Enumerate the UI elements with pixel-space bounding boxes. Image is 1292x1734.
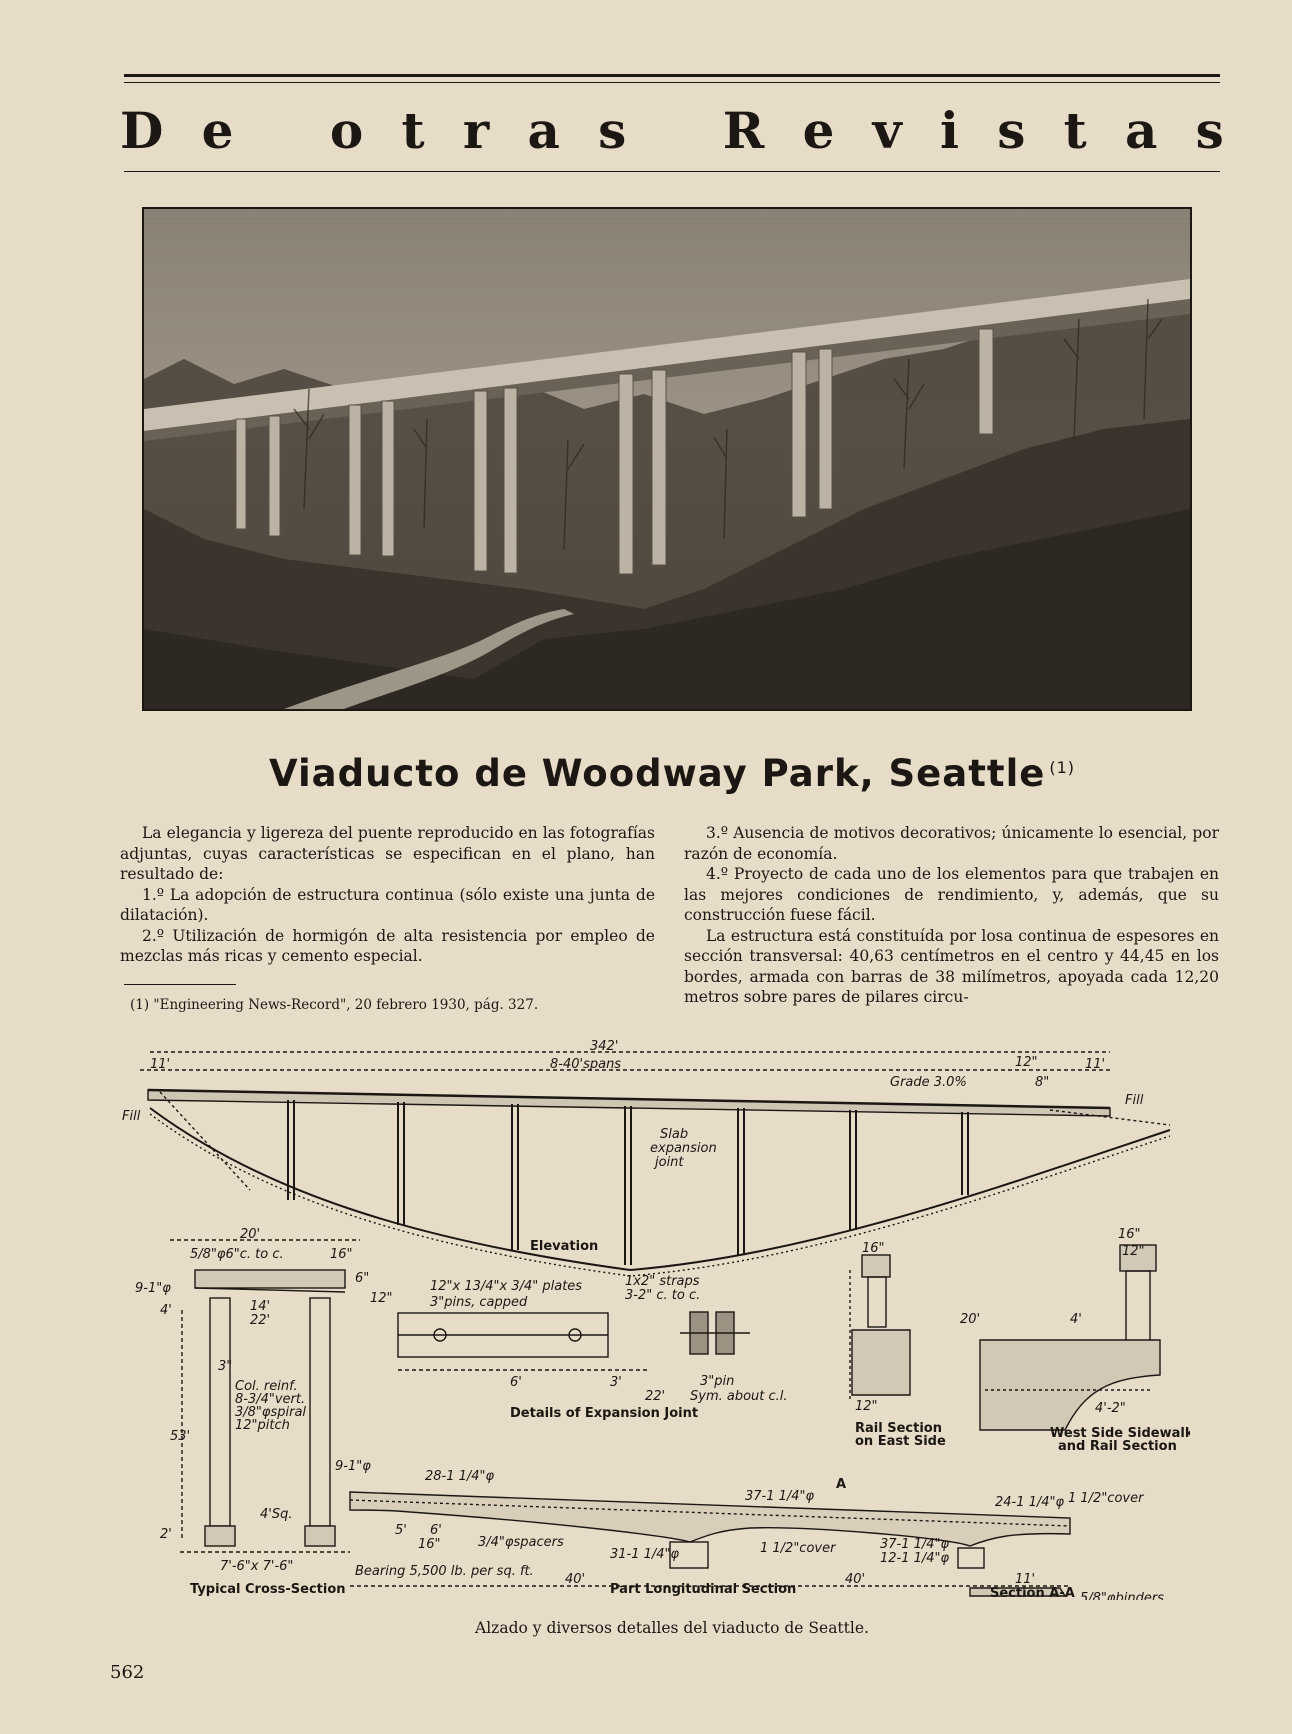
ls-dim: 6'	[430, 1523, 442, 1538]
cs-dim: 12"	[370, 1291, 393, 1306]
elev-grade: Grade 3.0%	[890, 1075, 967, 1090]
sw-dim: 4'-2"	[1095, 1401, 1126, 1416]
elev-end-right: 11'	[1085, 1057, 1106, 1072]
cs-rebar: 9-1"φ	[135, 1281, 171, 1296]
masthead-letter: a	[1125, 100, 1158, 160]
elev-end-left: 11'	[150, 1057, 171, 1072]
cs-dim: 14'	[250, 1299, 271, 1314]
sw-dim: 20'	[960, 1312, 981, 1327]
ls-rebar: 31-1 1/4"φ	[610, 1547, 680, 1562]
paragraph: 4.º Proyecto de cada uno de los elementos para que trabajen en las mejores condiciones de rendimiento, y, además, que su construcción fuese fácil.	[684, 865, 1219, 924]
ls-dim: 40'	[565, 1572, 586, 1587]
ls-rebar: 12-1 1/4"φ	[880, 1551, 950, 1566]
masthead-letter: o	[329, 100, 364, 160]
masthead-letter: t	[401, 100, 425, 160]
elev-fill-left: Fill	[122, 1109, 141, 1124]
cs-col-reinf: 12"pitch	[235, 1418, 290, 1433]
ls-binders: 5/8"φbinders	[1080, 1591, 1164, 1600]
cs-dim: 22'	[250, 1313, 271, 1328]
elev-dim-8: 8"	[1035, 1075, 1050, 1090]
paragraph: 2.º Utilización de hormigón de alta resistencia por empleo de mezclas más ricas y cemento especial.	[120, 926, 655, 965]
masthead-letter: r	[462, 100, 490, 160]
masthead-letter: s	[598, 100, 627, 160]
masthead-bottom-rule	[124, 171, 1220, 172]
cs-col-size: 4'Sq.	[260, 1507, 293, 1522]
ej-dim: 6'	[510, 1375, 522, 1390]
top-rule-thin	[124, 82, 1220, 83]
masthead-letter: a	[527, 100, 560, 160]
cross-section-label: Typical Cross-Section	[190, 1582, 346, 1597]
rail-dim: 12"	[855, 1399, 878, 1414]
paragraph: 3.º Ausencia de motivos decorativos; únicamente lo esencial, por razón de economía.	[684, 824, 1219, 863]
masthead-letter: s	[1195, 100, 1224, 160]
elev-slab-joint: Slab	[660, 1127, 689, 1142]
cs-dim: 2'	[160, 1527, 172, 1542]
ej-straps2: 3-2" c. to c.	[625, 1288, 701, 1303]
cs-footing: 7'-6"x 7'-6"	[220, 1559, 294, 1574]
ls-dim: 5'	[395, 1523, 407, 1538]
cs-height: 53'	[170, 1429, 191, 1444]
elev-total-dim: 342'	[590, 1040, 619, 1054]
figure-caption: Alzado y diversos detalles del viaducto de Seattle.	[475, 1619, 869, 1637]
cs-col-reinf: 8-3/4"vert.	[235, 1392, 306, 1407]
ej-plates: 12"x 13/4"x 3/4" plates	[430, 1279, 583, 1294]
ls-dim: 16"	[418, 1537, 441, 1552]
longitudinal-section-label: Part Longitudinal Section	[610, 1582, 797, 1597]
ej-pin: 3"pin	[700, 1374, 735, 1389]
section-aa-label: Section A-A	[990, 1586, 1075, 1600]
expansion-joint-label: Details of Expansion Joint	[510, 1406, 699, 1421]
cs-dim: 3"	[218, 1359, 233, 1374]
rail-dim: 16"	[862, 1241, 885, 1256]
ls-dim: 40'	[845, 1572, 866, 1587]
paragraph: La elegancia y ligereza del puente reproducido en las fotografías adjuntas, cuyas características se especifican en el plano, han resultado de:	[120, 824, 655, 883]
elev-slab-joint: joint	[655, 1155, 684, 1170]
elev-dim-12: 12"	[1015, 1055, 1038, 1070]
top-rule-thick	[124, 74, 1220, 77]
masthead-letter: e	[802, 100, 835, 160]
ls-spacers: 3/4"φspacers	[478, 1535, 564, 1550]
ej-sym: Sym. about c.l.	[690, 1389, 788, 1404]
masthead-letter: i	[939, 100, 959, 160]
footnote: (1) "Engineering News-Record", 20 febrero 1930, pág. 327.	[130, 997, 539, 1013]
elevation-label: Elevation	[530, 1239, 599, 1254]
masthead-letter: e	[201, 100, 234, 160]
masthead-letter: s	[997, 100, 1026, 160]
sidewalk-label: West Side Sidewalk	[1050, 1426, 1190, 1441]
paragraph: 1.º La adopción de estructura continua (sólo existe una junta de dilatación).	[120, 885, 655, 924]
ej-straps: 1x2" straps	[625, 1274, 700, 1289]
rail-section-label: Rail Section	[855, 1421, 942, 1436]
paragraph: La estructura está constituída por losa continua de espesores en sección transversal: 40,63 centímetros en el centro y 44,45 en los bordes, armada con barras de 38 milímetros, apoyada cada 12,20 metros sobre pares de pilares circu-	[684, 926, 1219, 1006]
sidewalk-label: and Rail Section	[1058, 1439, 1177, 1454]
article-column-left	[120, 823, 655, 967]
cs-col-reinf: Col. reinf.	[235, 1379, 298, 1394]
sw-dim: 4'	[1070, 1312, 1082, 1327]
section-mark: A	[836, 1477, 847, 1492]
masthead-letter: t	[1063, 100, 1087, 160]
ls-cover: 1 1/2"cover	[760, 1541, 836, 1556]
sw-dim: 16"	[1118, 1227, 1141, 1242]
ls-dim: 11'	[1015, 1572, 1036, 1587]
ls-cover: 1 1/2"cover	[1068, 1491, 1144, 1506]
ej-dim: 22'	[645, 1389, 666, 1404]
elev-spans-dim: 8-40'spans	[550, 1057, 622, 1072]
ls-rebar: 37-1 1/4"φ	[880, 1537, 950, 1552]
section-masthead	[120, 95, 1224, 165]
ls-rebar: 9-1"φ	[335, 1459, 371, 1474]
elev-slab-joint: expansion	[650, 1141, 717, 1156]
masthead-letter: D	[120, 100, 164, 160]
rail-section-label: on East Side	[855, 1434, 946, 1449]
title-footnote-mark: (1)	[1049, 757, 1076, 777]
ej-dim: 3'	[610, 1375, 622, 1390]
cs-dim: 16"	[330, 1247, 353, 1262]
article-column-right	[684, 823, 1219, 1008]
cs-col-reinf: 3/8"φspiral	[235, 1405, 307, 1420]
page-number: 562	[110, 1662, 145, 1683]
sw-dim: 12"	[1122, 1244, 1145, 1259]
elev-fill-right: Fill	[1125, 1093, 1144, 1108]
ej-pins: 3"pins, capped	[430, 1295, 528, 1310]
cs-dim: 6"	[355, 1271, 370, 1286]
masthead-letter: v	[872, 100, 902, 160]
ls-rebar: 28-1 1/4"φ	[425, 1469, 495, 1484]
cs-dim: 20'	[240, 1227, 261, 1242]
article-title	[120, 752, 1224, 795]
cs-bearing: Bearing 5,500 lb. per sq. ft.	[355, 1564, 534, 1579]
ls-rebar: 37-1 1/4"φ	[745, 1489, 815, 1504]
cs-bars: 5/8"φ6"c. to c.	[190, 1247, 284, 1262]
engineering-drawing	[110, 1040, 1190, 1600]
cs-dim: 4'	[160, 1303, 172, 1318]
viaduct-photograph	[142, 207, 1192, 711]
masthead-letter: R	[722, 100, 765, 160]
article-title-text: Viaducto de Woodway Park, Seattle	[268, 752, 1046, 795]
footnote-rule	[124, 984, 236, 985]
ls-rebar: 24-1 1/4"φ	[995, 1495, 1065, 1510]
